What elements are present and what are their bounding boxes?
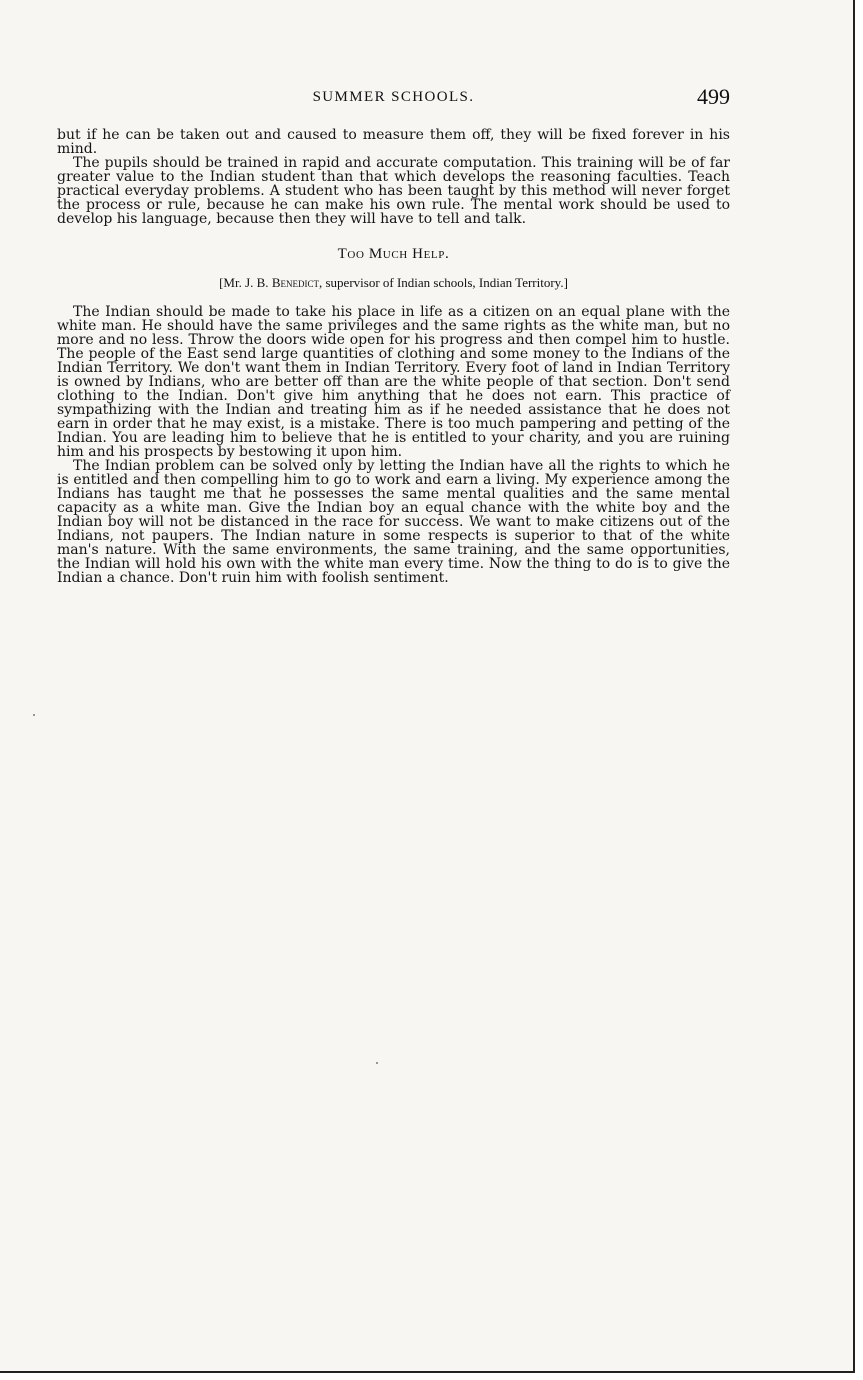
attribution-open: [Mr. J. B. xyxy=(219,275,272,290)
paragraph-equal-plane: The Indian should be made to take his place in life as a citizen on an equal plane with the white man. He should have the same privileges and the same rights as the white man, but no more and no less. Throw the doors wide open for his progress and then compel him to hustle. The people of the East send large quantities of clothing and some money to the Indians of the Indian Territory. We don't want them in Indian Territory. Every foot of land in Indian Territory is owned by Indians, who are better off than are the white people of that section. Don't send clothing to the Indian. Don't give him anything that he does not earn. This practice of sympathizing with the Indian and treating him as if he needed assistance that he does not earn in order that he may exist, is a mistake. There is too much pampering and petting of the Indian. You are leading him to believe that he is entitled to your charity, and you are ruining him and his prospects by bestowing it upon him. xyxy=(57,304,730,460)
running-head: SUMMER SCHOOLS. xyxy=(312,89,475,105)
paper-speck xyxy=(33,714,35,716)
paragraph-continued: but if he can be taken out and caused to measure them off, they will be fixed forever in his mind. xyxy=(57,127,730,157)
attribution-rest: , supervisor of Indian schools, Indian Territory.] xyxy=(318,275,568,290)
page-number: 499 xyxy=(697,84,730,109)
paper-speck xyxy=(376,1062,378,1064)
speaker-name: Benedict xyxy=(271,275,319,290)
paragraph-computation: The pupils should be trained in rapid and accurate computation. This training will be of far greater value to the Indian student than that which develops the reasoning faculties. Teach practical everyday problems. A student who has been taught by this method will never forget the process or rule, because he can make his own rule. The mental work should be used to develop his language, because then they will have to tell and talk. xyxy=(57,155,730,227)
section-title: Too Much Help. xyxy=(337,246,450,262)
page-body xyxy=(57,128,730,585)
page-header xyxy=(57,84,730,114)
speaker-attribution xyxy=(57,275,730,291)
paragraph-indian-problem: The Indian problem can be solved only by letting the Indian have all the rights to which he is entitled and then compelling him to go to work and earn a living. My experience among the Indians has taught me that he possesses the same mental qualities and the same mental capacity as a white man. Give the Indian boy an equal chance with the white boy and the Indian boy will not be distanced in the race for success. We want to make citizens out of the Indians, not paupers. The Indian nature in some respects is superior to that of the white man's nature. With the same environments, the same training, and the same opportunities, the Indian will hold his own with the white man every time. Now the thing to do is to give the Indian a chance. Don't ruin him with foolish sentiment. xyxy=(57,458,730,586)
